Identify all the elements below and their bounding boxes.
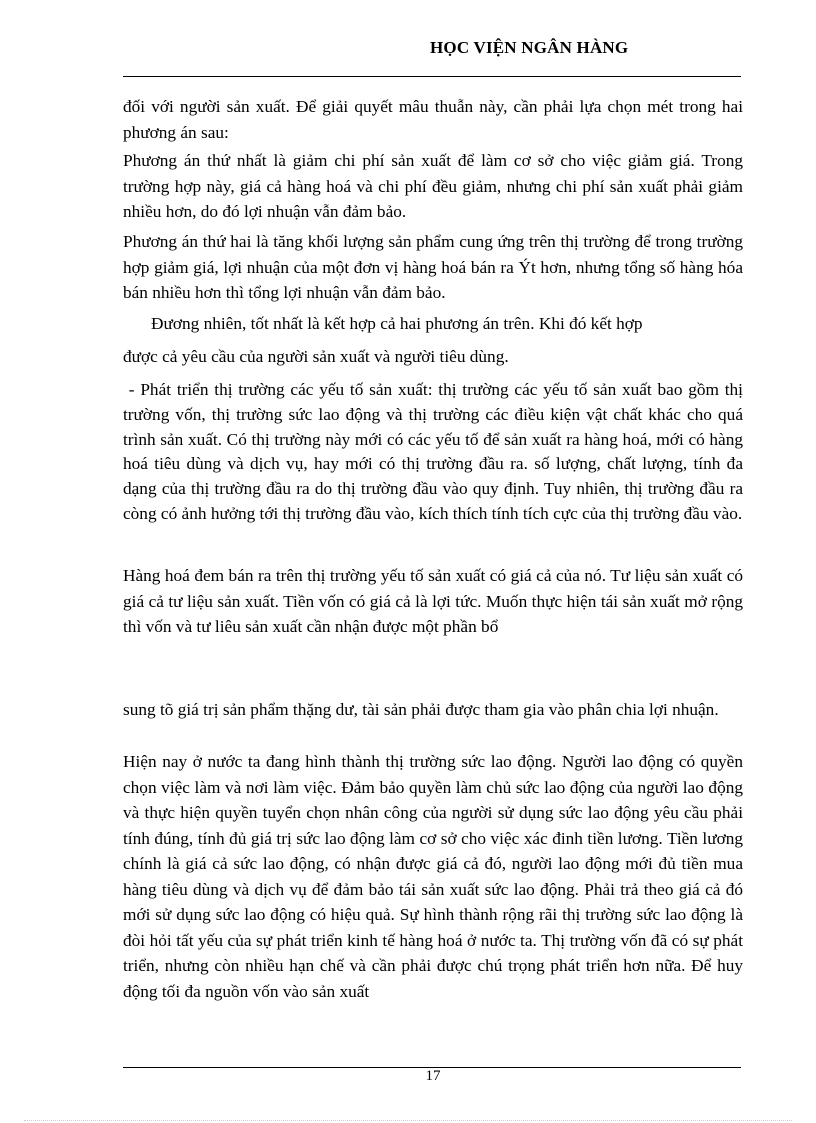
paragraph: được cả yêu cầu của người sản xuất và người tiêu dùng. (123, 347, 509, 366)
page-number: 17 (425, 1068, 441, 1084)
page-boundary (24, 1120, 792, 1121)
paragraph: - Phát triển thị trường các yếu tố sản xuất: thị trường các yếu tố sản xuất bao gồm thị trường vốn, thị trường sức lao động và thị trường các điều kiện vật chất khác cho quá trình sản xuất. Có thị trường này mới có các yếu tố để sản xuất ra hàng hoá, mới có hàng hoá tiêu dùng và dịch vụ, hay mới có thị trường đầu ra. số lượng, chất lượng, tính đa dạng của thị trường đầu ra do thị trường đầu vào quy định. Tuy nhiên, thị trường đầu ra còng có ảnh hưởng tới thị trường đầu vào, kích thích tính tích cực của thị trường đầu vào. (123, 380, 748, 523)
paragraph: Hàng hoá đem bán ra trên thị trường yếu tố sản xuất có giá cả của nó. Tư liệu sản xuất có giá cả tư liệu sản xuất. Tiền vốn có giá cả là lợi tức. Muốn thực hiện tái sản xuất mở rộng thì vốn và tư liêu sản xuất cần nhận được một phần bổ (123, 566, 743, 636)
paragraph: sung tõ giá trị sản phẩm thặng dư, tài sản phải được tham gia vào phân chia lợi nhuận. (123, 700, 719, 719)
paragraph: Đương nhiên, tốt nhất là kết hợp cả hai phương án trên. Khi đó kết hợp (151, 314, 643, 333)
header-title: HỌC VIỆN NGÂN HÀNG (430, 38, 629, 57)
paragraph: Hiện nay ở nước ta đang hình thành thị trường sức lao động. Người lao động có quyền chọn việc làm và nơi làm việc. Đảm bảo quyền làm chủ sức lao động của người lao động và thực hiện quyền tuyển chọn nhân công của người sử dụng sức lao động yêu cầu phải tính đúng, tính đủ giá trị sức lao động làm cơ sở cho việc xác đinh tiền lương. Tiền lương chính là giá cả sức lao động, có nhận được giá cả đó, người lao động mới đủ tiền mua hàng tiêu dùng và dịch vụ để đảm bảo tái sản xuất sức lao động. Phải trả theo giá cả đó mới sử dụng sức lao động có hiệu quả. Sự hình thành rộng rãi thị trường sức lao động là đòi hỏi tất yếu của sự phát triển kinh tế hàng hoá ở nước ta. Thị trường vốn đã có sự phát triển, nhưng còn nhiều hạn chế và cần phải được chú trọng phát triển hơn nữa. Để huy động tối đa nguồn vốn vào sản xuất (123, 752, 743, 1001)
paragraph: Phương án thứ nhất là giảm chi phí sản xuất để làm cơ sở cho việc giảm giá. Trong trường hợp này, giá cả hàng hoá và chi phí đều giảm, nhưng chi phí sản xuất phải giảm nhiều hơn, do đó lợi nhuận vẫn đảm bảo. (123, 151, 743, 221)
header-divider (123, 76, 741, 77)
paragraph: đối với người sản xuất. Để giải quyết mâu thuẫn này, cần phải lựa chọn mét trong hai phương án sau: (123, 97, 743, 142)
paragraph: Phương án thứ hai là tăng khối lượng sản phẩm cung ứng trên thị trường để trong trường hợp giảm giá, lợi nhuận của một đơn vị hàng hoá bán ra Ýt hơn, nhưng tổng số hàng hóa bán nhiều hơn thì tổng lợi nhuận vẫn đảm bảo. (123, 232, 743, 302)
